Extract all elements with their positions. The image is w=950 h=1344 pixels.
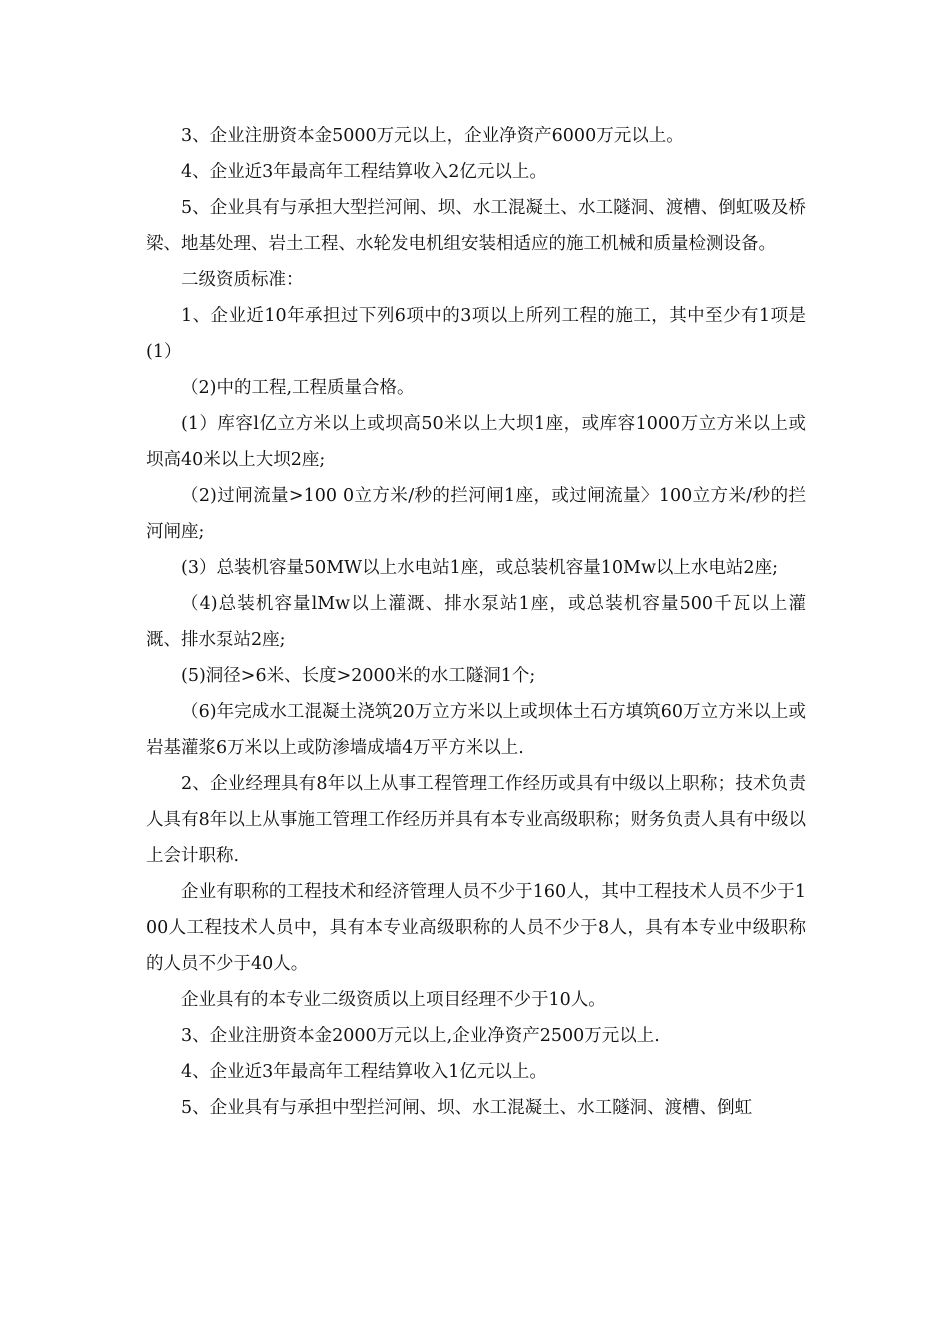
document-body xyxy=(146,118,806,1126)
paragraph-revenue-1: 4、企业近3年最高年工程结算收入2亿元以上。 xyxy=(181,162,547,182)
paragraph-management: 2、企业经理具有8年以上从事工程管理工作经历或具有中级以上职称；技术负责人具有8年以上从事施工管理工作经历并具有本专业高级职称；财务负责人具有中级以上会计职称. xyxy=(146,774,806,866)
paragraph-equipment-2: 5、企业具有与承担中型拦河闸、坝、水工混凝土、水工隧洞、渡槽、倒虹 xyxy=(181,1098,753,1118)
paragraph-registered-capital-2: 3、企业注册资本金2000万元以上,企业净资产2500万元以上. xyxy=(181,1026,660,1046)
list-item-sluice: （2)过闸流量>100 0立方米/秒的拦河闸1座，或过闸流量〉100立方米/秒的拦河闸座; xyxy=(146,486,806,542)
list-item-concrete: （6)年完成水工混凝土浇筑20万立方米以上或坝体土石方填筑60万立方米以上或岩基灌浆6万米以上或防渗墙成墙4万平方米以上. xyxy=(146,702,806,758)
paragraph-project-requirement: 1、企业近10年承担过下列6项中的3项以上所列工程的施工，其中至少有1项是(1） xyxy=(146,306,806,362)
list-item-tunnel: (5)洞径>6米、长度>2000米的水工隧洞1个; xyxy=(181,666,536,686)
list-item-hydropower: (3）总装机容量50MW以上水电站1座，或总装机容量10Mw以上水电站2座; xyxy=(181,558,778,578)
list-item-dam: (1）库容l亿立方米以上或坝高50米以上大坝1座，或库容1000万立方米以上或坝高40米以上大坝2座; xyxy=(146,414,806,470)
paragraph-revenue-2: 4、企业近3年最高年工程结算收入1亿元以上。 xyxy=(181,1062,547,1082)
paragraph-project-managers: 企业具有的本专业二级资质以上项目经理不少于10人。 xyxy=(181,990,606,1010)
paragraph-registered-capital-1: 3、企业注册资本金5000万元以上，企业净资产6000万元以上。 xyxy=(181,126,684,146)
section-heading-grade-two: 二级资质标准： xyxy=(181,270,304,290)
paragraph-quality: （2)中的工程,工程质量合格。 xyxy=(181,378,415,398)
paragraph-technical-staff: 企业有职称的工程技术和经济管理人员不少于160人，其中工程技术人员不少于100人工程技术人员中，具有本专业高级职称的人员不少于8人，具有本专业中级职称的人员不少于40人。 xyxy=(146,882,806,974)
paragraph-equipment-1: 5、企业具有与承担大型拦河闸、坝、水工混凝土、水工隧洞、渡槽、倒虹吸及桥梁、地基处理、岩土工程、水轮发电机组安装相适应的施工机械和质量检测设备。 xyxy=(146,198,806,254)
list-item-pump-station: （4)总装机容量lMw以上灌溉、排水泵站1座，或总装机容量500千瓦以上灌溉、排水泵站2座; xyxy=(146,594,806,650)
